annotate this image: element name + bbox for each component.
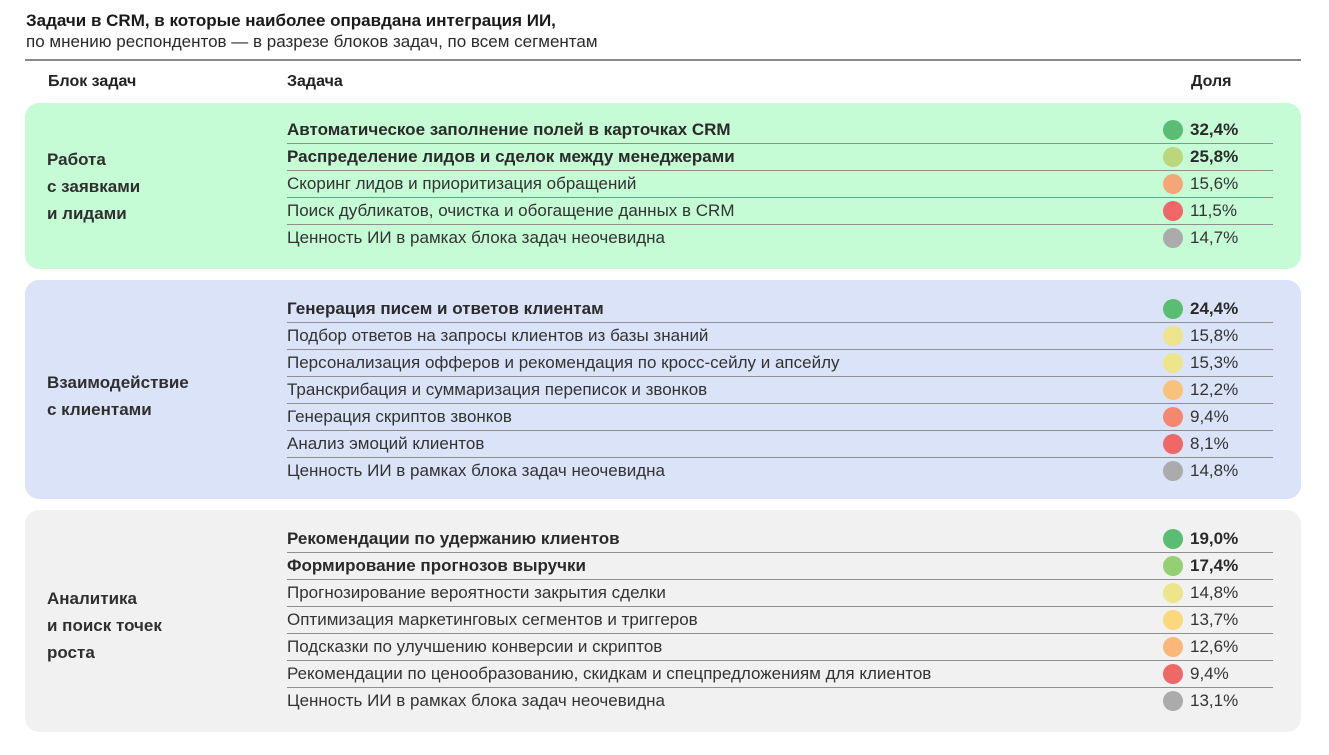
table-row [287, 661, 1273, 688]
share-indicator-dot [1163, 583, 1183, 603]
share-value: 13,1% [1190, 691, 1239, 710]
share-value: 15,3% [1190, 353, 1239, 372]
share-indicator-dot [1163, 174, 1183, 194]
task-block [25, 510, 1301, 732]
table-row [287, 377, 1273, 404]
table-row [287, 144, 1273, 171]
share-value: 14,8% [1190, 461, 1239, 480]
task-label: Автоматическое заполнение полей в карточках CRM [287, 120, 731, 139]
table-row [287, 323, 1273, 350]
share-indicator-dot [1163, 556, 1183, 576]
table-row [287, 431, 1273, 458]
share-value: 9,4% [1190, 664, 1229, 683]
share-indicator-dot [1163, 664, 1183, 684]
share-indicator-dot [1163, 461, 1183, 481]
task-label: Ценность ИИ в рамках блока задач неочевидна [287, 691, 666, 710]
task-label: Скоринг лидов и приоритизация обращений [287, 174, 637, 193]
header-divider [25, 59, 1301, 61]
table-row [287, 225, 1273, 252]
column-header-share: Доля [1191, 73, 1232, 90]
share-value: 14,7% [1190, 228, 1239, 247]
task-label: Поиск дубликатов, очистка и обогащение данных в CRM [287, 201, 735, 220]
table-row [287, 404, 1273, 431]
share-indicator-dot [1163, 326, 1183, 346]
task-label: Анализ эмоций клиентов [287, 434, 485, 453]
task-label: Формирование прогнозов выручки [287, 556, 586, 575]
share-value: 25,8% [1190, 147, 1239, 166]
title-block [26, 10, 598, 52]
table-row [287, 526, 1273, 553]
share-value: 12,6% [1190, 637, 1239, 656]
column-header-task: Задача [287, 73, 343, 90]
task-label: Подбор ответов на запросы клиентов из базы знаний [287, 326, 709, 345]
chart-subtitle: по мнению респондентов — в разрезе блоков задач, по всем сегментам [26, 32, 598, 51]
table-row [287, 553, 1273, 580]
table-row [287, 117, 1273, 144]
share-value: 8,1% [1190, 434, 1229, 453]
table-row [287, 458, 1273, 485]
share-indicator-dot [1163, 380, 1183, 400]
block-label: Работа с заявками и лидами [47, 150, 141, 223]
task-label: Рекомендации по удержанию клиентов [287, 529, 620, 548]
share-indicator-dot [1163, 228, 1183, 248]
table-row [287, 350, 1273, 377]
chart-title: Задачи в CRM, в которые наиболее оправдана интеграция ИИ, [26, 11, 556, 30]
share-indicator-dot [1163, 407, 1183, 427]
share-indicator-dot [1163, 637, 1183, 657]
table-row [287, 296, 1273, 323]
share-value: 17,4% [1190, 556, 1239, 575]
task-label: Персонализация офферов и рекомендация по кросс-сейлу и апсейлу [287, 353, 840, 372]
share-value: 12,2% [1190, 380, 1239, 399]
share-value: 15,8% [1190, 326, 1239, 345]
task-block [25, 103, 1301, 269]
share-indicator-dot [1163, 147, 1183, 167]
task-label: Ценность ИИ в рамках блока задач неочевидна [287, 228, 666, 247]
share-indicator-dot [1163, 434, 1183, 454]
table-row [287, 634, 1273, 661]
share-indicator-dot [1163, 529, 1183, 549]
share-indicator-dot [1163, 120, 1183, 140]
table-row [287, 198, 1273, 225]
task-label: Генерация писем и ответов клиентам [287, 299, 604, 318]
table-row [287, 607, 1273, 634]
share-indicator-dot [1163, 610, 1183, 630]
column-header-block: Блок задач [48, 73, 137, 90]
share-value: 9,4% [1190, 407, 1229, 426]
share-value: 13,7% [1190, 610, 1239, 629]
share-value: 14,8% [1190, 583, 1239, 602]
table-row [287, 688, 1273, 715]
share-value: 19,0% [1190, 529, 1239, 548]
block-label: Аналитика и поиск точек роста [47, 589, 162, 662]
task-label: Рекомендации по ценообразованию, скидкам и спецпредложениям для клиентов [287, 664, 932, 683]
share-indicator-dot [1163, 299, 1183, 319]
share-value: 32,4% [1190, 120, 1239, 139]
task-label: Подсказки по улучшению конверсии и скриптов [287, 637, 663, 656]
share-indicator-dot [1163, 353, 1183, 373]
table-row [287, 171, 1273, 198]
share-value: 11,5% [1190, 201, 1237, 220]
task-block [25, 280, 1301, 499]
share-value: 15,6% [1190, 174, 1239, 193]
table-row [287, 580, 1273, 607]
task-label: Оптимизация маркетинговых сегментов и триггеров [287, 610, 698, 629]
share-value: 24,4% [1190, 299, 1239, 318]
block-label: Взаимодействие с клиентами [47, 373, 189, 419]
task-label: Генерация скриптов звонков [287, 407, 512, 426]
share-indicator-dot [1163, 691, 1183, 711]
share-indicator-dot [1163, 201, 1183, 221]
task-label: Распределение лидов и сделок между менеджерами [287, 147, 735, 166]
task-label: Транскрибация и суммаризация переписок и звонков [287, 380, 708, 399]
task-label: Ценность ИИ в рамках блока задач неочевидна [287, 461, 666, 480]
task-label: Прогнозирование вероятности закрытия сделки [287, 583, 666, 602]
